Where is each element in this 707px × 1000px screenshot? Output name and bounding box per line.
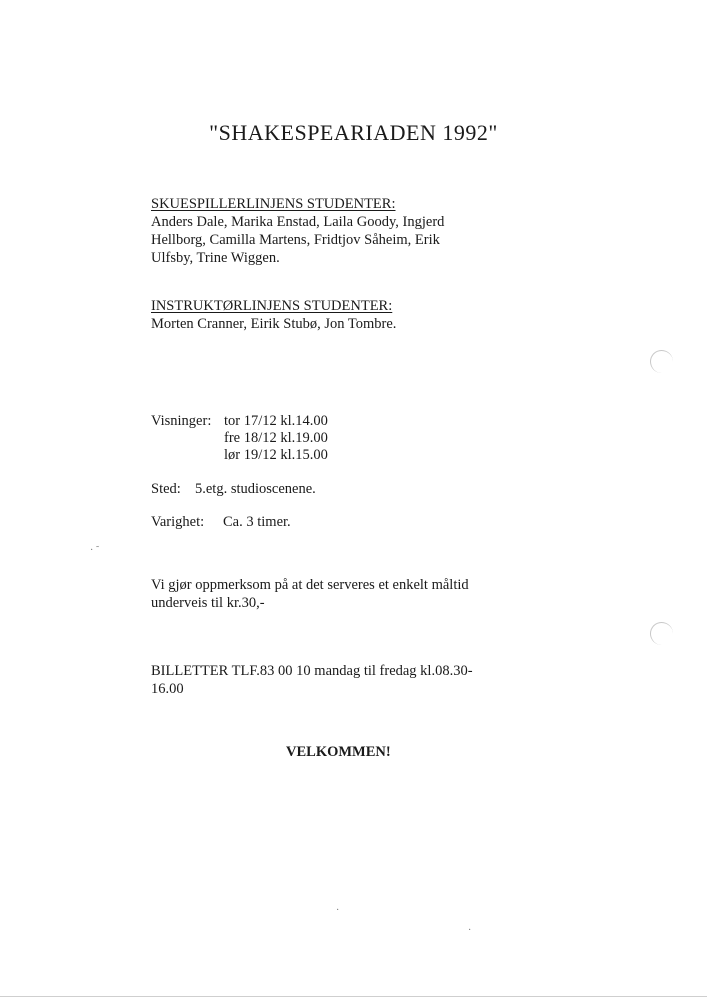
directors-line: Morten Cranner, Eirik Stubø, Jon Tombre. — [151, 316, 397, 332]
scan-speck: · ˜ — [90, 545, 100, 556]
notice-line: underveis til kr.30,- — [151, 595, 265, 611]
showing-date: fre 18/12 kl.19.00 — [224, 430, 328, 446]
actors-line: Hellborg, Camilla Martens, Fridtjov Såheim, Erik — [151, 232, 440, 248]
directors-heading: INSTRUKTØRLINJENS STUDENTER: — [151, 298, 393, 314]
duration-value: Ca. 3 timer. — [223, 514, 291, 530]
scan-mark — [650, 622, 673, 645]
showing-date: tor 17/12 kl.14.00 — [224, 413, 328, 429]
scan-speck: · — [336, 905, 340, 916]
actors-line: Ulfsby, Trine Wiggen. — [151, 250, 280, 266]
actors-line: Anders Dale, Marika Enstad, Laila Goody, Ingjerd — [151, 214, 445, 230]
showings-label: Visninger: — [151, 413, 212, 429]
notice-line: Vi gjør oppmerksom på at det serveres et enkelt måltid — [151, 577, 469, 593]
venue-label: Sted: — [151, 481, 181, 497]
scan-speck: · — [468, 925, 472, 936]
page-bottom-edge — [0, 996, 707, 997]
scan-mark — [650, 350, 673, 373]
venue-value: 5.etg. studioscenene. — [195, 481, 316, 497]
showing-date: lør 19/12 kl.15.00 — [224, 447, 328, 463]
page-title: "SHAKESPEARIADEN 1992" — [209, 120, 498, 145]
actors-heading: SKUESPILLERLINJENS STUDENTER: — [151, 196, 396, 212]
tickets-line: 16.00 — [151, 681, 184, 697]
welcome-text: VELKOMMEN! — [286, 744, 391, 760]
duration-label: Varighet: — [151, 514, 205, 530]
tickets-line: BILLETTER TLF.83 00 10 mandag til fredag kl.08.30- — [151, 663, 473, 679]
